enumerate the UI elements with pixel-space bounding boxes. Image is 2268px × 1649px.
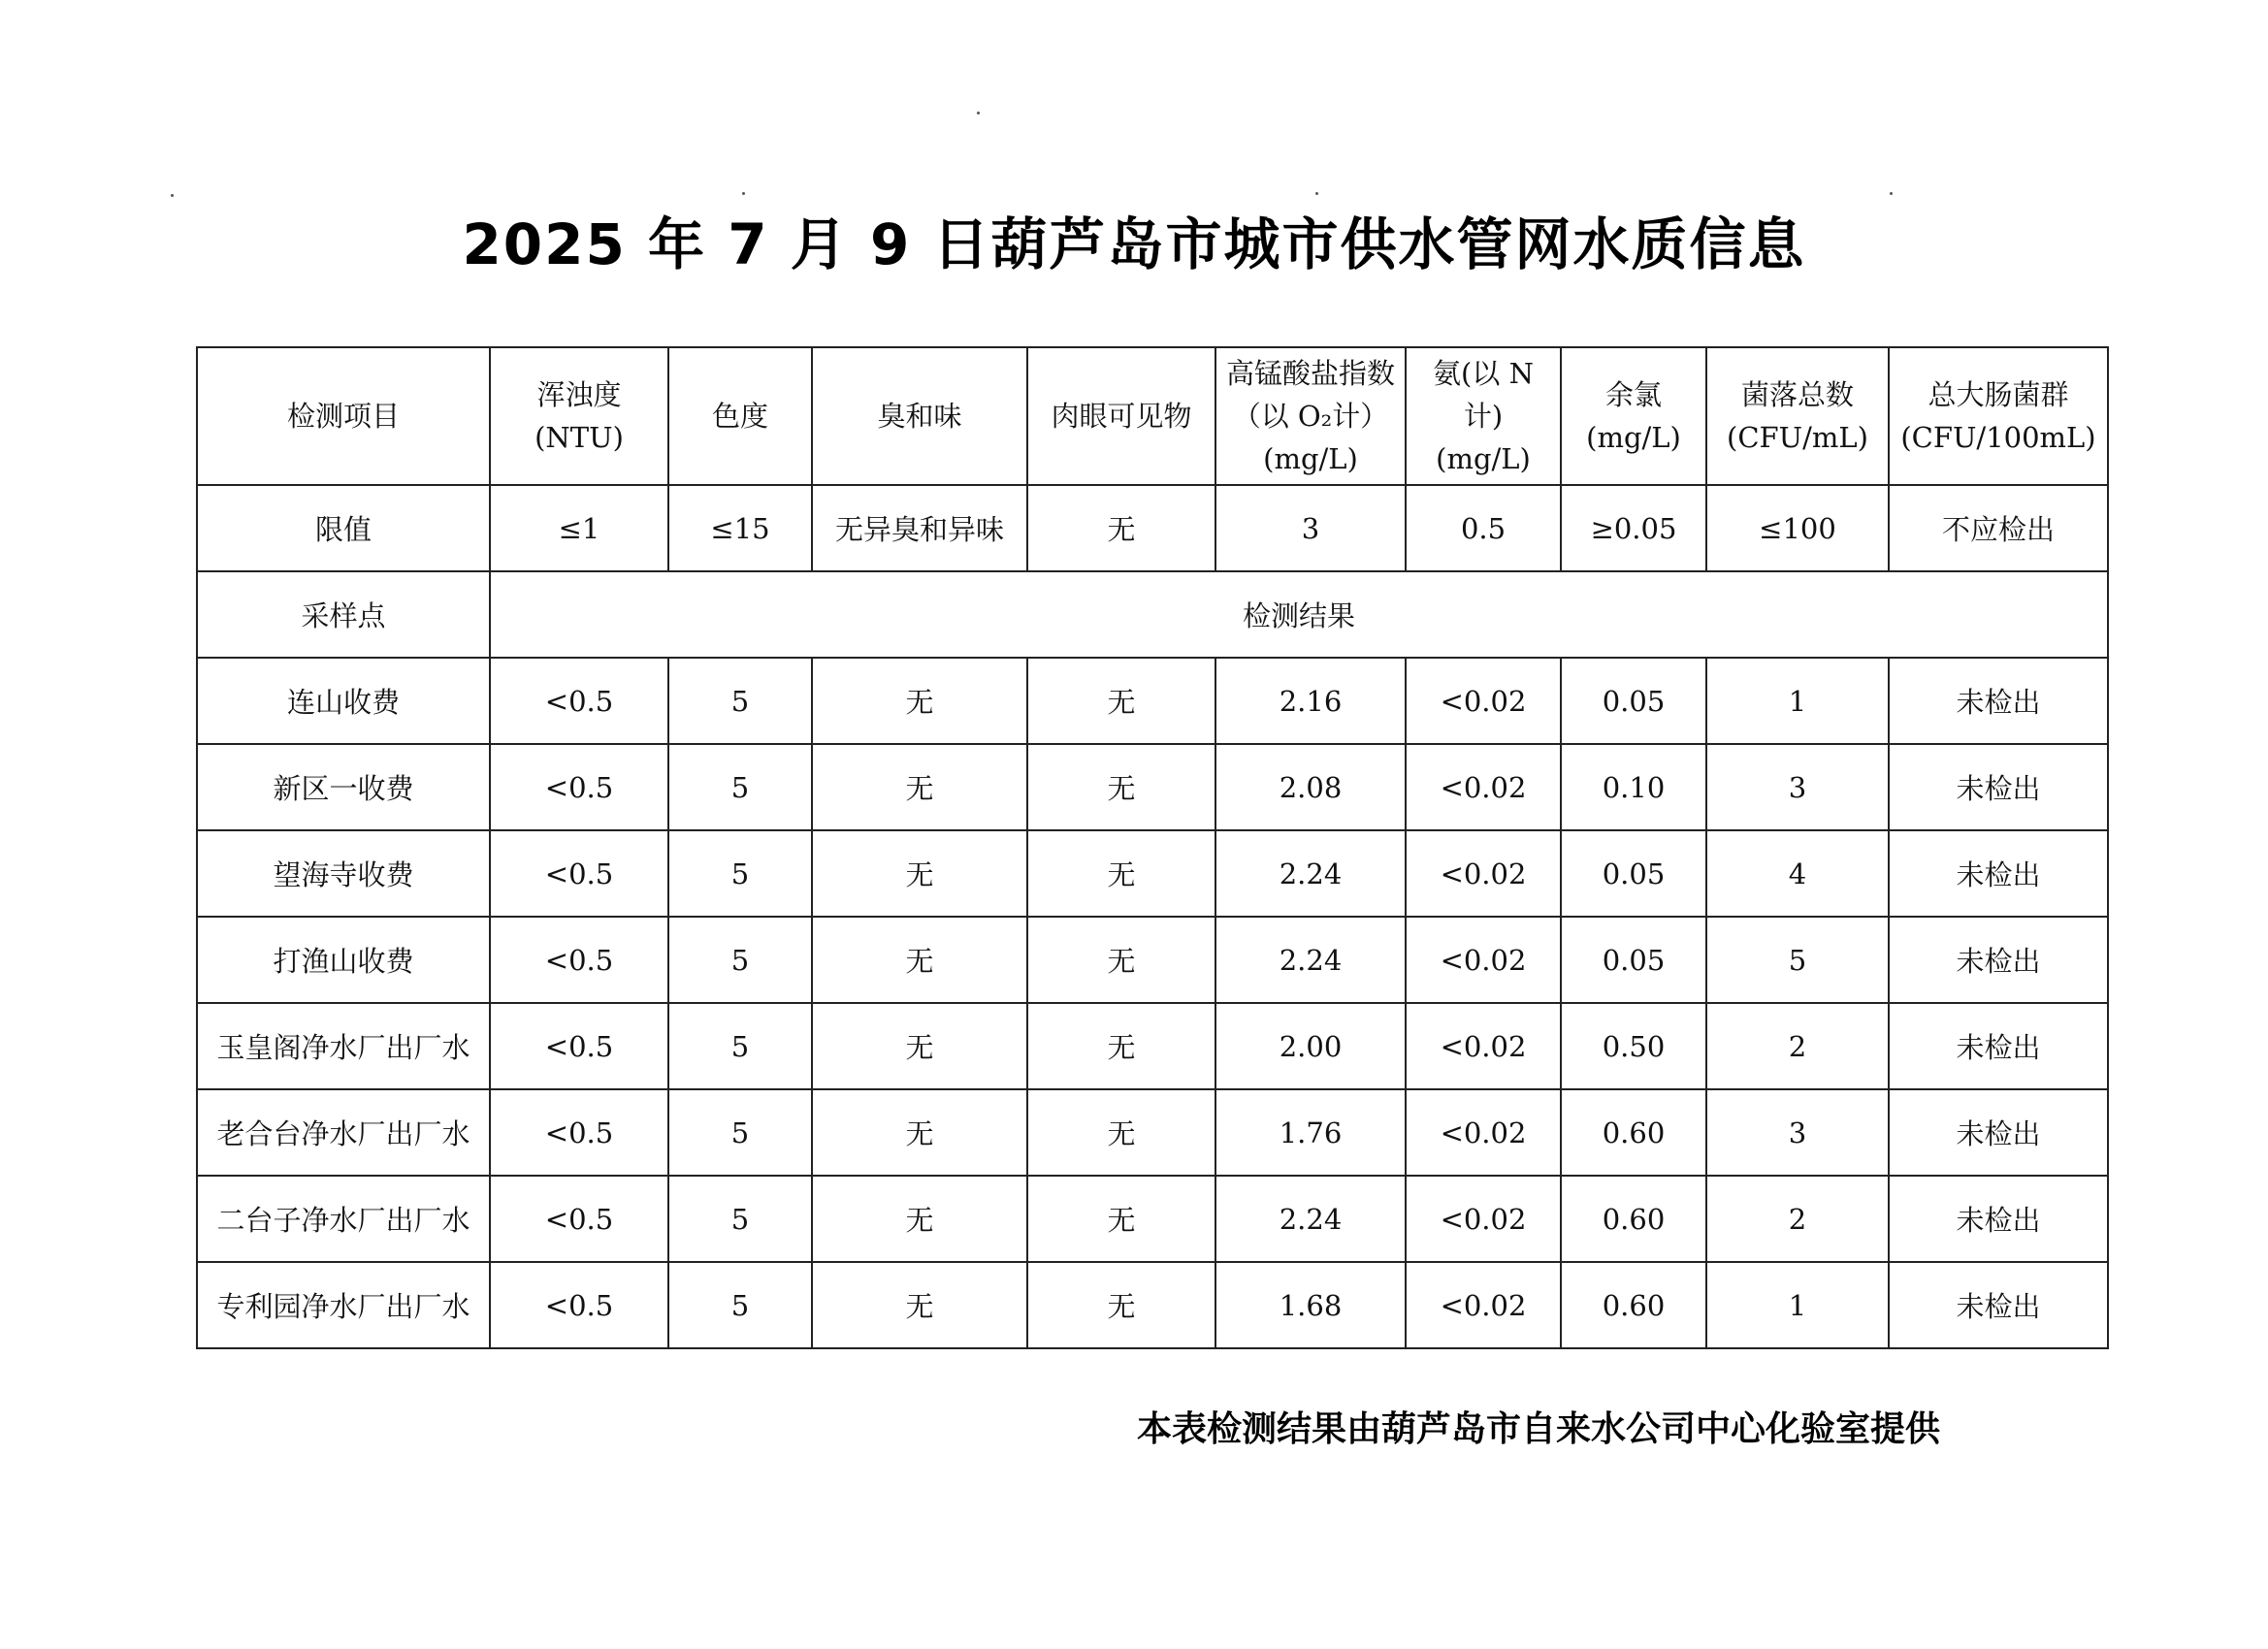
header-line: 余氯 — [1604, 378, 1662, 411]
result-cell: 1.68 — [1215, 1262, 1406, 1348]
sampling-point-cell: 玉皇阁净水厂出厂水 — [197, 1003, 490, 1089]
result-cell: 2.00 — [1215, 1003, 1406, 1089]
result-cell: <0.02 — [1406, 917, 1561, 1003]
sampling-point-cell: 专利园净水厂出厂水 — [197, 1262, 490, 1348]
result-cell: <0.02 — [1406, 1262, 1561, 1348]
header-cell — [1406, 347, 1561, 485]
header-line: 色度 — [711, 400, 768, 433]
result-cell: 无 — [1027, 1089, 1215, 1176]
result-cell: <0.5 — [490, 658, 668, 744]
table-row — [197, 744, 2108, 830]
result-cell: <0.02 — [1406, 744, 1561, 830]
result-cell: <0.5 — [490, 1003, 668, 1089]
result-cell: 1.76 — [1215, 1089, 1406, 1176]
result-cell: 未检出 — [1889, 1089, 2108, 1176]
table-row — [197, 917, 2108, 1003]
result-cell: 无 — [812, 1176, 1027, 1262]
table-row — [197, 830, 2108, 917]
table-row — [197, 1262, 2108, 1348]
result-cell: <0.02 — [1406, 1089, 1561, 1176]
result-cell: 无 — [1027, 1003, 1215, 1089]
header-row — [197, 347, 2108, 485]
result-cell: 未检出 — [1889, 658, 2108, 744]
sampling-point-cell: 老合台净水厂出厂水 — [197, 1089, 490, 1176]
limit-cell: 3 — [1215, 485, 1406, 571]
section-row — [197, 571, 2108, 658]
result-cell: 5 — [668, 658, 812, 744]
result-cell: <0.5 — [490, 830, 668, 917]
sampling-point-cell: 打渔山收费 — [197, 917, 490, 1003]
result-cell: 5 — [668, 1262, 812, 1348]
limit-cell: 无异臭和异味 — [812, 485, 1027, 571]
result-cell: 5 — [668, 917, 812, 1003]
header-cell — [1889, 347, 2108, 485]
limit-cell: 不应检出 — [1889, 485, 2108, 571]
result-cell: 5 — [668, 1176, 812, 1262]
result-cell: 无 — [812, 917, 1027, 1003]
result-cell: 未检出 — [1889, 917, 2108, 1003]
result-cell: 1 — [1706, 1262, 1889, 1348]
section-label-sampling-point: 采样点 — [197, 571, 490, 658]
document-title: 2025 年 7 月 9 日葫芦岛市城市供水管网水质信息 — [462, 211, 1806, 277]
limit-cell: 无 — [1027, 485, 1215, 571]
result-cell: 无 — [812, 1089, 1027, 1176]
result-cell: 无 — [812, 744, 1027, 830]
sampling-point-cell: 二台子净水厂出厂水 — [197, 1176, 490, 1262]
result-cell: 0.05 — [1561, 830, 1706, 917]
limit-cell: ≤1 — [490, 485, 668, 571]
result-cell: <0.02 — [1406, 830, 1561, 917]
result-cell: 3 — [1706, 744, 1889, 830]
header-line: （以 O₂计） — [1232, 400, 1389, 433]
result-cell: <0.5 — [490, 917, 668, 1003]
header-cell — [1215, 347, 1406, 485]
sampling-point-cell: 新区一收费 — [197, 744, 490, 830]
result-cell: 5 — [668, 744, 812, 830]
result-cell: 5 — [1706, 917, 1889, 1003]
header-cell — [812, 347, 1027, 485]
result-cell: 无 — [1027, 744, 1215, 830]
result-cell: 无 — [812, 658, 1027, 744]
result-cell: 无 — [1027, 1262, 1215, 1348]
result-cell: <0.02 — [1406, 1003, 1561, 1089]
header-line: 检测项目 — [286, 400, 400, 433]
result-cell: 无 — [1027, 917, 1215, 1003]
header-line: 菌落总数 — [1740, 378, 1854, 411]
table-row — [197, 658, 2108, 744]
result-cell: 2 — [1706, 1176, 1889, 1262]
result-cell: 0.05 — [1561, 917, 1706, 1003]
result-cell: 0.10 — [1561, 744, 1706, 830]
result-cell: 未检出 — [1889, 1262, 2108, 1348]
scan-speck — [1890, 192, 1893, 195]
header-line: (CFU/mL) — [1727, 421, 1868, 454]
header-line: 高锰酸盐指数 — [1225, 357, 1395, 390]
result-cell: 4 — [1706, 830, 1889, 917]
header-cell — [490, 347, 668, 485]
result-cell: 无 — [1027, 658, 1215, 744]
result-cell: 无 — [1027, 830, 1215, 917]
header-cell — [197, 347, 490, 485]
water-quality-table — [196, 346, 2109, 1349]
scan-speck — [742, 192, 745, 195]
result-cell: 0.05 — [1561, 658, 1706, 744]
result-cell: <0.5 — [490, 1262, 668, 1348]
header-line: (mg/L) — [1263, 442, 1358, 475]
result-cell: 未检出 — [1889, 744, 2108, 830]
scan-speck — [171, 194, 174, 197]
header-line: (mg/L) — [1586, 421, 1681, 454]
result-cell: 0.60 — [1561, 1262, 1706, 1348]
header-cell — [668, 347, 812, 485]
sampling-point-cell: 连山收费 — [197, 658, 490, 744]
result-cell: 2.24 — [1215, 917, 1406, 1003]
table-row — [197, 1003, 2108, 1089]
sampling-point-cell: 望海寺收费 — [197, 830, 490, 917]
result-cell: 未检出 — [1889, 1176, 2108, 1262]
table-row — [197, 1089, 2108, 1176]
header-cell — [1027, 347, 1215, 485]
footer-note: 本表检测结果由葫芦岛市自来水公司中心化验室提供 — [1137, 1409, 1941, 1449]
result-cell: 无 — [812, 1003, 1027, 1089]
header-line: 肉眼可见物 — [1051, 400, 1192, 433]
result-cell: 5 — [668, 1089, 812, 1176]
result-cell: 无 — [1027, 1176, 1215, 1262]
result-cell: 未检出 — [1889, 830, 2108, 917]
result-cell: 1 — [1706, 658, 1889, 744]
result-cell: 2 — [1706, 1003, 1889, 1089]
header-line: (CFU/100mL) — [1900, 421, 2096, 454]
header-cell — [1706, 347, 1889, 485]
result-cell: <0.5 — [490, 1176, 668, 1262]
header-line: (mg/L) — [1436, 442, 1531, 475]
result-cell: 2.24 — [1215, 830, 1406, 917]
header-line: 氨(以 N 计) — [1433, 357, 1534, 433]
limit-cell: ≥0.05 — [1561, 485, 1706, 571]
result-cell: <0.5 — [490, 1089, 668, 1176]
result-cell: 2.24 — [1215, 1176, 1406, 1262]
result-cell: <0.02 — [1406, 1176, 1561, 1262]
header-cell — [1561, 347, 1706, 485]
result-cell: 3 — [1706, 1089, 1889, 1176]
limit-cell: 0.5 — [1406, 485, 1561, 571]
scan-speck — [1315, 192, 1318, 195]
header-line: 臭和味 — [877, 400, 962, 433]
result-cell: 0.50 — [1561, 1003, 1706, 1089]
result-cell: 5 — [668, 830, 812, 917]
header-line: 总大肠菌群 — [1928, 378, 2069, 411]
result-cell: 2.08 — [1215, 744, 1406, 830]
result-cell: 2.16 — [1215, 658, 1406, 744]
scan-speck — [977, 112, 980, 114]
limit-cell: ≤100 — [1706, 485, 1889, 571]
limit-row — [197, 485, 2108, 571]
table-row — [197, 1176, 2108, 1262]
result-cell: 0.60 — [1561, 1176, 1706, 1262]
header-line: 浑浊度(NTU) — [535, 378, 624, 454]
result-cell: 未检出 — [1889, 1003, 2108, 1089]
result-cell: <0.5 — [490, 744, 668, 830]
limit-cell: ≤15 — [668, 485, 812, 571]
section-label-results: 检测结果 — [490, 571, 2108, 658]
result-cell: 无 — [812, 830, 1027, 917]
result-cell: <0.02 — [1406, 658, 1561, 744]
result-cell: 无 — [812, 1262, 1027, 1348]
result-cell: 5 — [668, 1003, 812, 1089]
result-cell: 0.60 — [1561, 1089, 1706, 1176]
limit-label: 限值 — [197, 485, 490, 571]
